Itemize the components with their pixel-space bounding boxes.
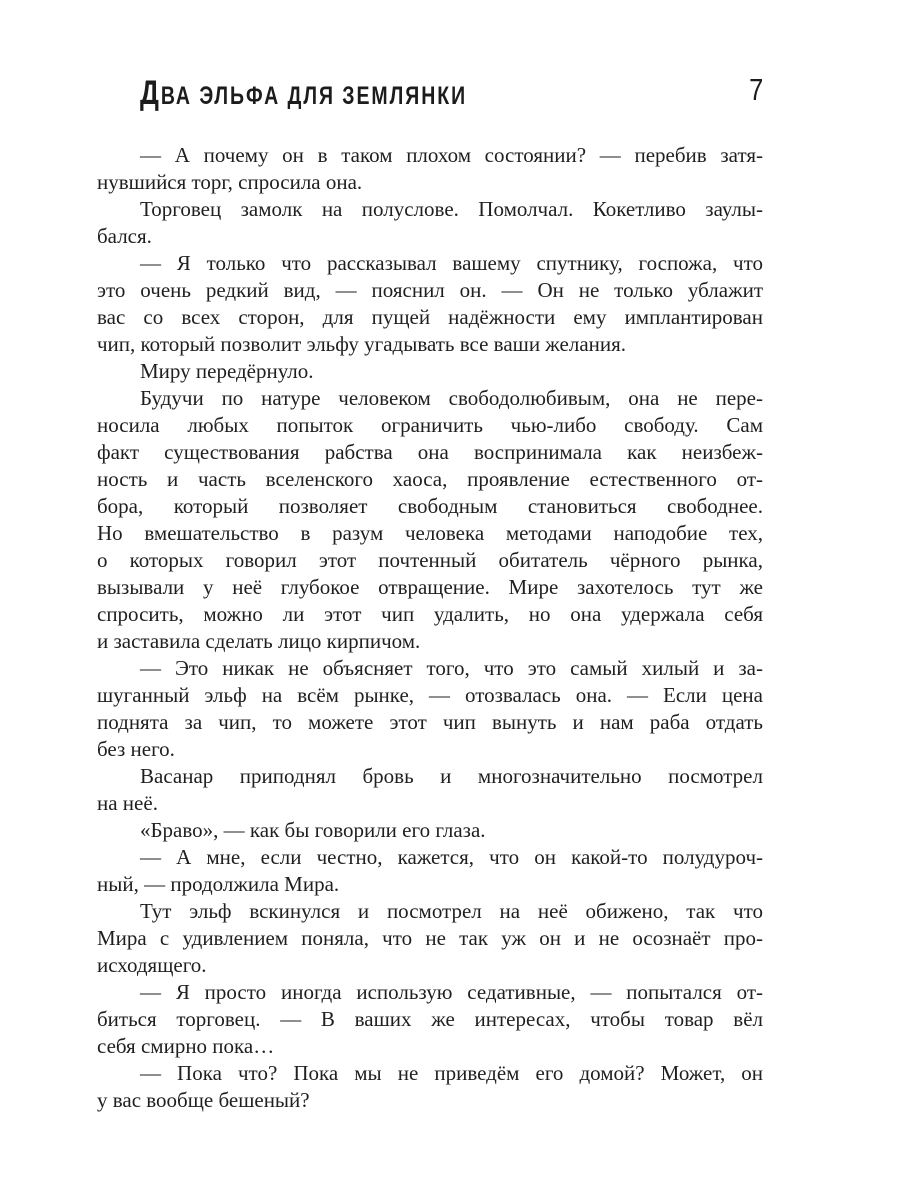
text-line: Васанар приподнял бровь и многозначительно посмотрел bbox=[140, 764, 763, 788]
page-number: 7 bbox=[748, 72, 763, 107]
text-line: биться торговец. — В ваших же интересах, чтобы товар вёл bbox=[97, 1007, 763, 1031]
text-line: себя смирно пока… bbox=[97, 1034, 275, 1058]
text-block bbox=[97, 142, 763, 1114]
paragraph bbox=[97, 142, 763, 196]
paragraph bbox=[97, 1060, 763, 1114]
text-line: бора, который позволяет свободным становиться свободнее. bbox=[97, 494, 763, 518]
text-line: Миру передёрнуло. bbox=[140, 359, 314, 383]
text-line: спросить, можно ли этот чип удалить, но она удержала себя bbox=[97, 602, 763, 626]
text-line: ный, — продолжила Мира. bbox=[97, 872, 340, 896]
text-line: на неё. bbox=[97, 791, 158, 815]
text-line: Но вмешательство в разум человека методами наподобие тех, bbox=[97, 521, 763, 545]
paragraph bbox=[97, 385, 763, 655]
paragraph bbox=[97, 979, 763, 1060]
text-line: Торговец замолк на полуслове. Помолчал. Кокетливо заулы- bbox=[140, 197, 763, 221]
text-line: исходящего. bbox=[97, 953, 207, 977]
text-line: вызывали у неё глубокое отвращение. Мире захотелось тут же bbox=[97, 575, 763, 599]
text-line: чип, который позволит эльфу угадывать все ваши желания. bbox=[97, 332, 627, 356]
running-title: ДВА ЭЛЬФА ДЛЯ ЗЕМЛЯНКИ bbox=[140, 74, 468, 112]
text-line: Будучи по натуре человеком свободолюбивым, она не пере- bbox=[140, 386, 763, 410]
text-line: — Я просто иногда использую седативные, — попытался от- bbox=[140, 980, 763, 1004]
text-line: вас со всех сторон, для пущей надёжности ему имплантирован bbox=[97, 305, 763, 329]
paragraph bbox=[97, 844, 763, 898]
text-line: — А почему он в таком плохом состоянии? — перебив затя- bbox=[140, 143, 763, 167]
text-line: нувшийся торг, спросила она. bbox=[97, 170, 363, 194]
text-line: без него. bbox=[97, 737, 175, 761]
paragraph bbox=[97, 358, 763, 385]
text-line: и заставила сделать лицо кирпичом. bbox=[97, 629, 421, 653]
paragraph bbox=[97, 655, 763, 763]
paragraph bbox=[97, 898, 763, 979]
paragraph bbox=[97, 817, 763, 844]
text-line: «Браво», — как бы говорили его глаза. bbox=[140, 818, 486, 842]
text-line: у вас вообще бешеный? bbox=[97, 1088, 310, 1112]
text-line: Тут эльф вскинулся и посмотрел на неё обижено, так что bbox=[140, 899, 763, 923]
text-line: это очень редкий вид, — пояснил он. — Он не только ублажит bbox=[97, 278, 763, 302]
text-line: — Пока что? Пока мы не приведём его домой? Может, он bbox=[140, 1061, 763, 1085]
text-line: факт существования рабства она воспринимала как неизбеж- bbox=[97, 440, 763, 464]
paragraph bbox=[97, 763, 763, 817]
text-line: — Это никак не объясняет того, что это самый хилый и за- bbox=[140, 656, 763, 680]
paragraph bbox=[97, 196, 763, 250]
text-line: — А мне, если честно, кажется, что он какой-то полудуроч- bbox=[140, 845, 763, 869]
text-line: ность и часть вселенского хаоса, проявление естественного от- bbox=[97, 467, 763, 491]
text-line: носила любых попыток ограничить чью-либо свободу. Сам bbox=[97, 413, 763, 437]
text-line: бался. bbox=[97, 224, 152, 248]
text-line: о которых говорил этот почтенный обитатель чёрного рынка, bbox=[97, 548, 763, 572]
text-line: Мира с удивлением поняла, что не так уж он и не осознаёт про- bbox=[97, 926, 763, 950]
paragraph bbox=[97, 250, 763, 358]
text-line: — Я только что рассказывал вашему спутнику, госпожа, что bbox=[140, 251, 763, 275]
text-line: поднята за чип, то можете этот чип вынуть и нам раба отдать bbox=[97, 710, 763, 734]
text-line: шуганный эльф на всём рынке, — отозвалась она. — Если цена bbox=[97, 683, 763, 707]
